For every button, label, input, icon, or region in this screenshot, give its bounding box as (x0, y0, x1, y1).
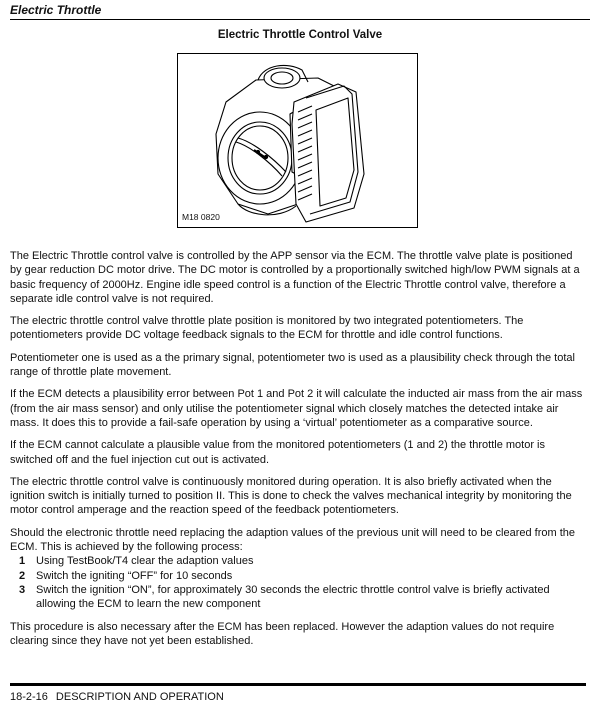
paragraph: The electric throttle control valve is continuously monitored during operation. It is also briefly activated when the ignition switch is initially turned to position II. This is done to check the valves mechanical integrity by monitoring the motor control amperage and the reaction speed of the feedback potentiometers. (10, 475, 572, 517)
section-title: Electric Throttle (10, 3, 102, 17)
figure-title: Electric Throttle Control Valve (217, 29, 383, 41)
step-text: Using TestBook/T4 clear the adaption values (36, 555, 254, 568)
footer-section: DESCRIPTION AND OPERATION (55, 691, 224, 703)
procedure-step (10, 583, 585, 612)
step-text: Switch the igniting “OFF” for 10 seconds (36, 569, 233, 582)
procedure-step (10, 554, 585, 568)
step-number: 1 (18, 555, 26, 568)
step-text: Switch the ignition “ON”, for approximately 30 seconds the electric throttle control valve is briefly activated allowing the ECM to learn the new component (36, 583, 550, 611)
step-number: 3 (18, 583, 26, 596)
step-number: 2 (18, 569, 26, 582)
figure-frame (177, 53, 418, 228)
paragraph: The Electric Throttle control valve is controlled by the APP sensor via the ECM. The throttle valve plate is positioned by gear reduction DC motor drive. The DC motor is controlled by a proportionally switched high/low PWM signals at a basic frequency of 2000Hz. Engine idle speed control is a function of the Electric Throttle control valve, therefore a separate idle control valve is not required. (10, 250, 580, 305)
paragraph: This procedure is also necessary after the ECM has been replaced. However the adaption values do not require clearing since they have not yet been established. (10, 620, 555, 647)
page-footer (10, 691, 224, 703)
figure-reference: M18 0820 (182, 212, 220, 222)
paragraph: If the ECM cannot calculate a plausible value from the monitored potentiometers (1 and 2) the throttle motor is switched off and the fuel injection cut out is activated. (10, 439, 545, 466)
throttle-valve-illustration (178, 54, 417, 227)
paragraph: Should the electronic throttle need replacing the adaption values of the previous unit will need to be cleared from the ECM. This is achieved by the following process: (10, 526, 576, 554)
paragraph: If the ECM detects a plausibility error between Pot 1 and Pot 2 it will calculate the inducted air mass from the air mass (from the air mass sensor) and only utilise the potentiometer signal which closely matches the detected intake air mass. It does this to provide a fail-safe operation by using a ‘virtual’ potentiometer as a comparative source. (10, 388, 583, 429)
paragraph: The electric throttle control valve throttle plate position is monitored by two integrated potentiometers. The potentiometers provide DC voltage feedback signals to the ECM for throttle and idle control functions. (10, 315, 524, 342)
procedure-step (10, 569, 585, 583)
paragraph: Potentiometer one is used as a the primary signal, potentiometer two is used as a plausibility check through the total range of throttle plate movement. (10, 351, 575, 379)
header-rule (10, 19, 590, 20)
footer-rule (10, 683, 586, 686)
body-text (10, 249, 585, 656)
procedure-steps (10, 554, 585, 611)
page-number: 18-2-16 (10, 691, 48, 703)
